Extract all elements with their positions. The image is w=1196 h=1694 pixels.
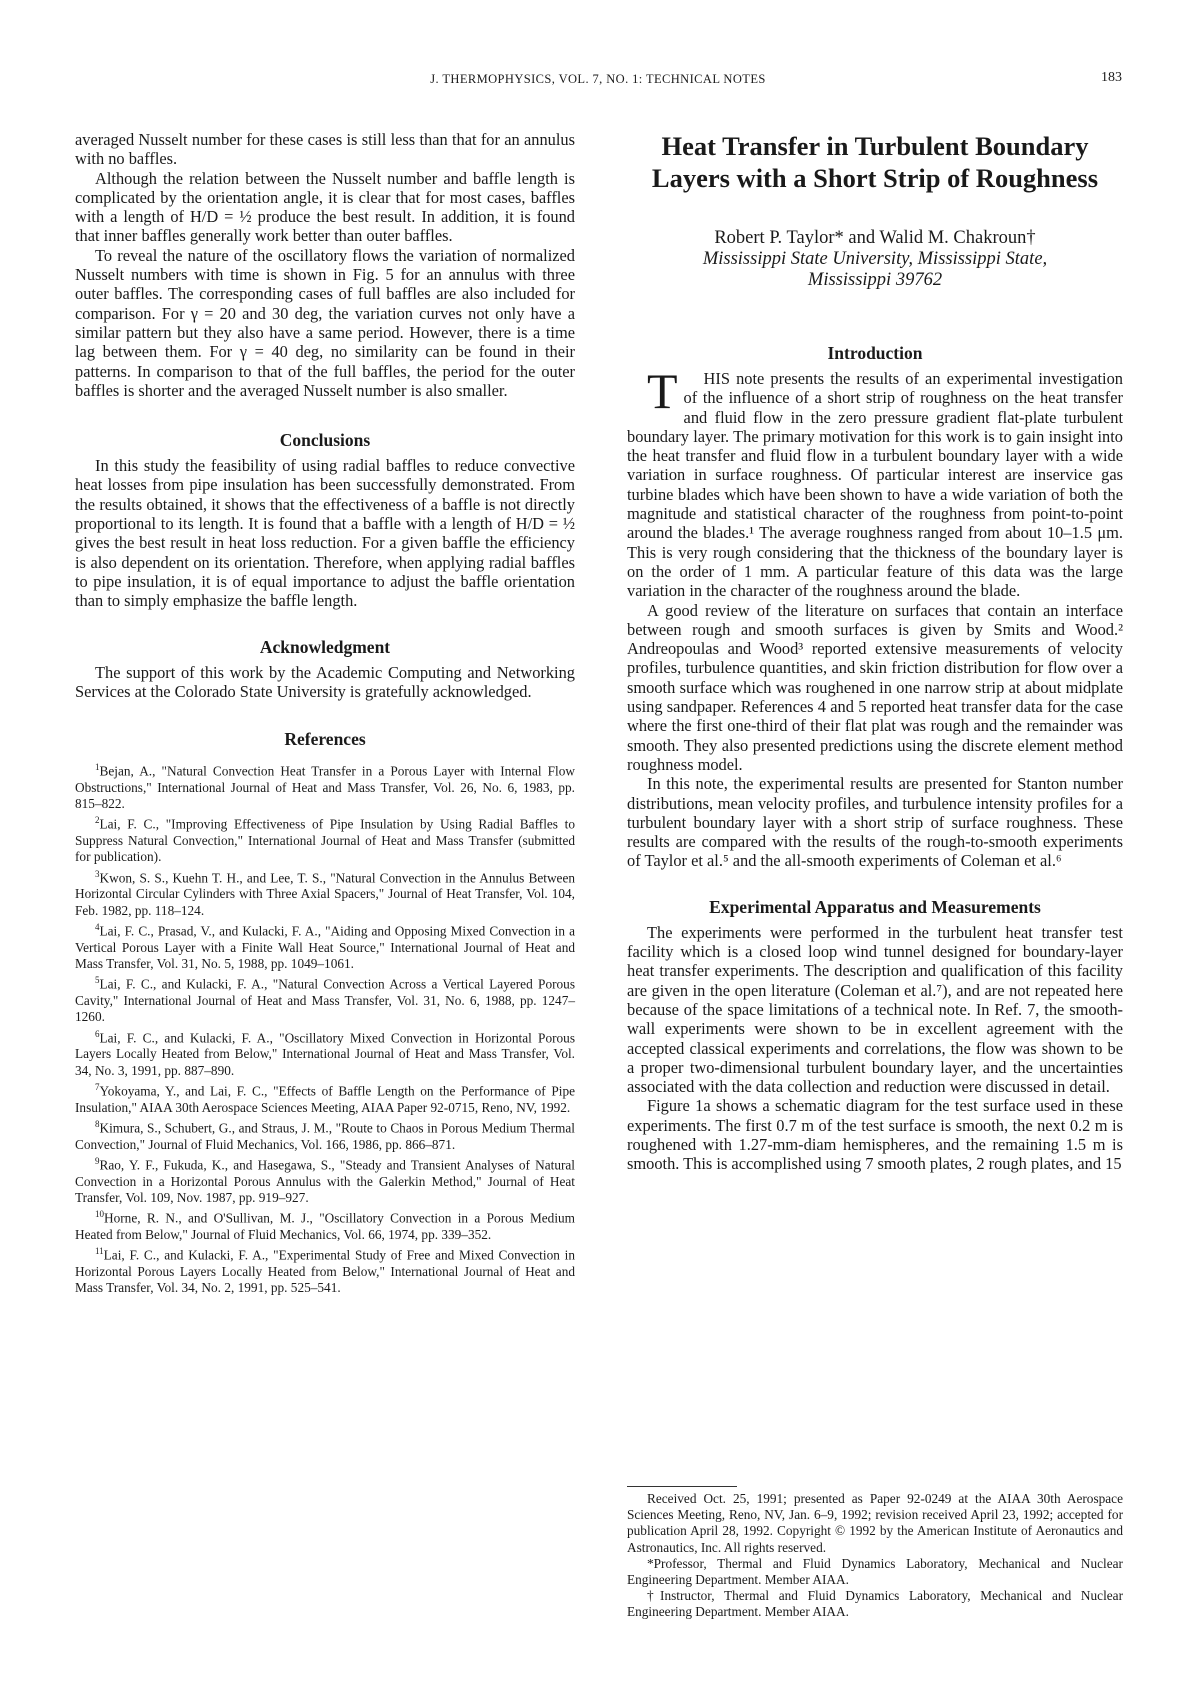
paragraph: averaged Nusselt number for these cases is still less than that for an annulus with no baffles. (75, 130, 575, 169)
right-column (627, 130, 1123, 1174)
reference-item: $^7$Yokoyama, Y., and Lai, F. C., "Effects of Baffle Length on the Performance of Pipe Insulation," AIAA 30th Aerospace Sciences Meeting, AIAA Paper 92-0715, Reno, NV, 1992. (75, 1082, 575, 1115)
article-title: Heat Transfer in Turbulent Boundary Layers with a Short Strip of Roughness (651, 131, 1099, 193)
section-heading-references: References (284, 729, 366, 750)
running-head: J. THERMOPHYSICS, VOL. 7, NO. 1: TECHNICAL NOTES (430, 72, 766, 86)
paragraph: Figure 1a shows a schematic diagram for the test surface used in these experiments. The first 0.7 m of the test surface is smooth, the next 0.2 m is roughened with 1.27-mm-diam hemispheres, and the remaining 1.5 m is smooth. This is accomplished using 7 smooth plates, 2 rough plates, and 15 (627, 1096, 1123, 1174)
reference-item: $^{11}$Lai, F. C., and Kulacki, F. A., "Experimental Study of Free and Mixed Convection in Horizontal Porous Layers Locally Heated from Below," International Journal of Heat and Mass Transfer, Vol. 34, No. 2, 1991, pp. 525–541. (75, 1246, 575, 1296)
affiliation: Mississippi State University, Mississippi State, (702, 249, 1048, 269)
authors: Robert P. Taylor* and Walid M. Chakroun† (714, 228, 1036, 248)
affiliation: Mississippi 39762 (807, 270, 943, 290)
paragraph: The experiments were performed in the turbulent heat transfer test facility which is a closed loop wind tunnel designed for boundary-layer heat transfer experiments. The description and qualification of this facility are given in the open literature (Coleman et al.⁷), and are not repeated here because of the space limitations of a technical note. In Ref. 7, the smooth-wall experiments were shown to be in excellent agreement with the accepted classical experiments and correlations, the flow was shown to be a proper two-dimensional turbulent boundary layer, and the uncertainties associated with the data collection and reduction were discussed in detail. (627, 922, 1123, 1097)
paragraph: In this note, the experimental results are presented for Stanton number distributions, mean velocity profiles, and turbulence intensity profiles for a turbulent boundary layer with a short strip of surface roughness. These results are compared with the results of the rough-to-smooth experiments of Taylor et al.⁵ and the all-smooth experiments of Coleman et al.⁶ (627, 774, 1123, 871)
reference-item: $^8$Kimura, S., Schubert, G., and Straus, J. M., "Route to Chaos in Porous Medium Thermal Convection," Journal of Fluid Mechanics, Vol. 166, 1986, pp. 866–871. (75, 1119, 575, 1152)
paragraph: In this study the feasibility of using radial baffles to reduce convective heat losses from pipe insulation has been successfully demonstrated. From the results obtained, it shows that the effectiveness of a baffle is not directly proportional to its length. It is found that a baffle with a length of H/D = ½ gives the best result in heat loss reduction. For a given baffle the efficiency is also dependent on its orientation. Therefore, when applying radial baffles to pipe insulation, it is of equal importance to adjust the baffle orientation than to simply emphasize the baffle length. (75, 456, 575, 611)
reference-list (75, 759, 575, 1297)
reference-item: $^5$Lai, F. C., and Kulacki, F. A., "Natural Convection Across a Vertical Layered Porous Cavity," International Journal of Heat and Mass Transfer, Vol. 31, No. 6, 1988, pp. 1247–1260. (75, 975, 575, 1025)
reference-item: $^9$Rao, Y. F., Fukuda, K., and Hasegawa, S., "Steady and Transient Analyses of Natural Convection in a Horizontal Porous Annulus with the Galerkin Method," Journal of Heat Transfer, Vol. 109, Nov. 1987, pp. 919–927. (75, 1156, 575, 1206)
reference-item: $^4$Lai, F. C., Prasad, V., and Kulacki, F. A., "Aiding and Opposing Mixed Convection in a Vertical Porous Layer with a Finite Wall Heat Source," International Journal of Heat and Mass Transfer, Vol. 31, No. 5, 1988, pp. 1049–1061. (75, 922, 575, 972)
footnote: *Professor, Thermal and Fluid Dynamics Laboratory, Mechanical and Nuclear Engineering Department. Member AIAA. (627, 1555, 1123, 1588)
footnote: †Instructor, Thermal and Fluid Dynamics Laboratory, Mechanical and Nuclear Engineering Department. Member AIAA. (627, 1588, 1123, 1620)
footnote: Received Oct. 25, 1991; presented as Paper 92-0249 at the AIAA 30th Aerospace Sciences Meeting, Reno, NV, Jan. 6–9, 1992; revision received April 23, 1992; accepted for publication April 28, 1992. Copyright © 1992 by the American Institute of Aeronautics and Astronautics, Inc. All rights reserved. (627, 1491, 1123, 1555)
paragraph: A good review of the literature on surfaces that contain an interface between rough and smooth surfaces is given by Smits and Wood.² Andreopoulas and Wood³ reported extensive measurements of velocity profiles, turbulence quantities, and skin friction distribution for flow over a smooth surface which was roughened in one narrow strip at about midplate using sandpaper. References 4 and 5 reported heat transfer data for the case where the first one-third of their flat plat was rough and the remainder was smooth. They also presented predictions using the discrete element method roughness model. (627, 600, 1123, 774)
section-heading-acknowledgment: Acknowledgment (259, 636, 391, 657)
reference-item: $^6$Lai, F. C., and Kulacki, F. A., "Oscillatory Mixed Convection in Horizontal Porous Layers Locally Heated from Below," International Journal of Heat and Mass Transfer, Vol. 34, No. 3, 1991, pp. 887–890. (75, 1028, 575, 1078)
footnote-rule (627, 1486, 737, 1487)
paragraph: Although the relation between the Nusselt number and baffle length is complicated by the orientation angle, it is clear that for most cases, baffles with a length of H/D = ½ produce the best result. In addition, it is found that inner baffles generally work better than outer baffles. (75, 168, 575, 246)
paragraph: To reveal the nature of the oscillatory flows the variation of normalized Nusselt numbers with time is shown in Fig. 5 for an annulus with three outer baffles. The corresponding cases of full baffles are also included for comparison. For γ = 20 and 30 deg, the variation curves not only have a similar pattern but they also have a same period. However, there is a time lag between them. For γ = 40 deg, no similarity can be found in their patterns. In comparison to that of the full baffles, the period for the outer baffles is shorter and the averaged Nusselt number is also smaller. (75, 245, 575, 400)
paragraph: T HIS note presents the results of an experimental investigation of the influence of a short strip of roughness on the heat transfer and fluid flow in the zero pressure gradient flat-plate turbulent boundary layer. The primary motivation for this work is to gain insight into the heat transfer and fluid flow in a turbulent boundary layer with a wide variation in surface roughness. Of particular interest are inservice gas turbine blades which have been shown to have a wide variation of both the magnitude and statistical character of the roughness from point-to-point around the blades.¹ The average roughness ranged from about 10–1.5 μm. This is very rough considering that the thickness of the boundary layer is on the order of 1 mm. A particular feature of this data was the large variation in the character of the roughness around the blade. (627, 363, 1123, 601)
reference-item: $^{10}$Horne, R. N., and O'Sullivan, M. J., "Oscillatory Convection in a Porous Medium Heated from Below," Journal of Fluid Mechanics, Vol. 66, 1974, pp. 339–352. (75, 1209, 575, 1243)
reference-item: $^3$Kwon, S. S., Kuehn T. H., and Lee, T. S., "Natural Convection in the Annulus Between Horizontal Circular Cylinders with Three Axial Spacers," Journal of Heat Transfer, Vol. 104, Feb. 1982, pp. 118–124. (75, 868, 575, 918)
footnotes (627, 1486, 1123, 1621)
section-heading-experimental: Experimental Apparatus and Measurements (709, 896, 1041, 917)
drop-cap: T (647, 363, 678, 419)
paragraph: The support of this work by the Academic Computing and Networking Services at the Colorado State University is gratefully acknowledged. (75, 662, 575, 701)
page-number: 183 (1101, 70, 1122, 85)
left-column (75, 130, 575, 1297)
reference-item: $^2$Lai, F. C., "Improving Effectiveness of Pipe Insulation by Using Radial Baffles to Suppress Natural Convection," International Journal of Heat and Mass Transfer (submitted for publication). (75, 815, 575, 865)
section-heading-introduction: Introduction (827, 343, 923, 363)
reference-item: $^1$Bejan, A., "Natural Convection Heat Transfer in a Porous Layer with Internal Flow Obstructions," International Journal of Heat and Mass Transfer, Vol. 26, No. 6, 1983, pp. 815–822. (75, 762, 575, 812)
section-heading-conclusions: Conclusions (279, 430, 371, 451)
